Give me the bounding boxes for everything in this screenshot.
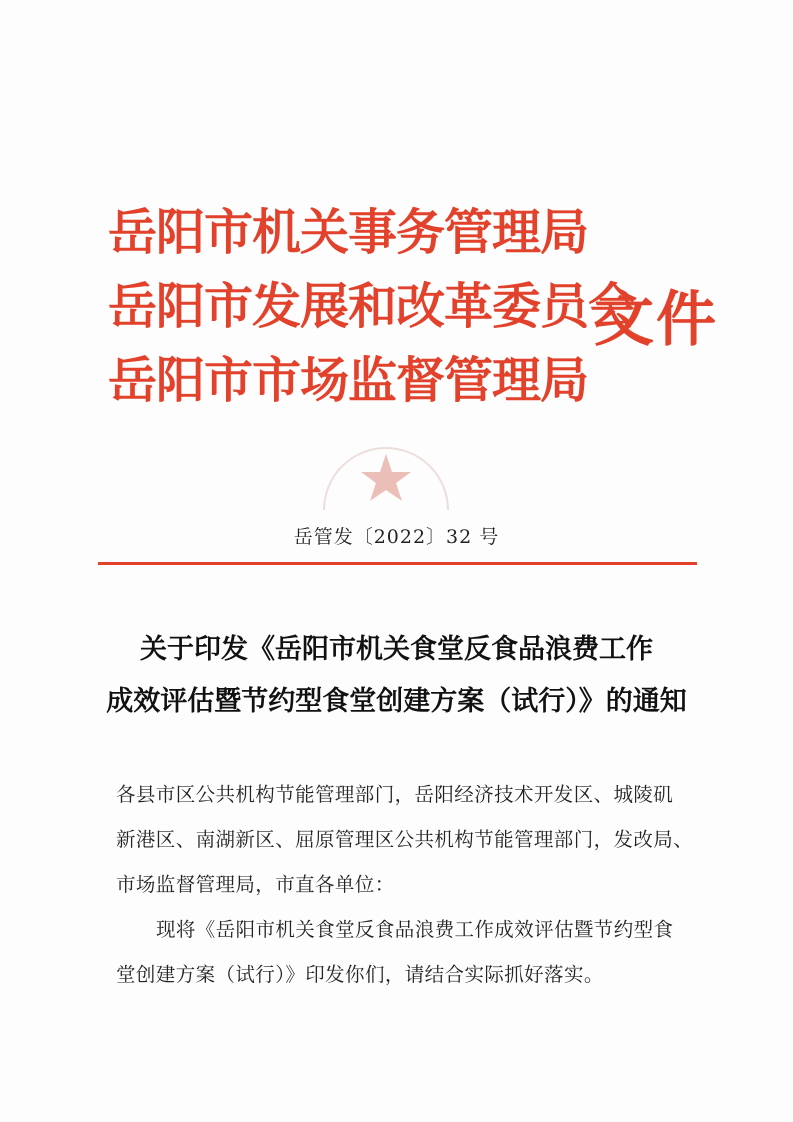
issuer-name: 岳阳市机关事务管理局 <box>108 204 589 261</box>
issuer-name: 岳阳市市场监督管理局 <box>108 352 589 409</box>
recipients-line: 各县市区公共机构节能管理部门，岳阳经济技术开发区、城陵矶 <box>116 783 674 806</box>
document-body <box>116 772 696 997</box>
document-type-label: 文件 <box>594 285 718 355</box>
paragraph-line: 堂创建方案（试行）》印发你们，请结合实际抓好落实。 <box>116 963 604 986</box>
issuer-name: 岳阳市发展和改革委员会 <box>108 278 637 335</box>
document-title <box>0 624 793 728</box>
red-divider-line <box>98 562 697 565</box>
title-line: 关于印发《岳阳市机关食堂反食品浪费工作 <box>140 634 653 665</box>
paragraph-line: 现将《岳阳市机关食堂反食品浪费工作成效评估暨节约型食 <box>156 918 674 941</box>
recipients-line: 新港区、南湖新区、屈原管理区公共机构节能管理部门，发改局、 <box>116 828 694 851</box>
issuing-authorities <box>108 196 637 418</box>
document-number: 岳管发〔2022〕32 号 <box>293 526 500 548</box>
recipients-line: 市场监督管理局，市直各单位： <box>116 873 395 896</box>
seal-watermark-icon <box>316 432 456 512</box>
title-line: 成效评估暨节约型食堂创建方案（试行）》的通知 <box>106 686 687 717</box>
